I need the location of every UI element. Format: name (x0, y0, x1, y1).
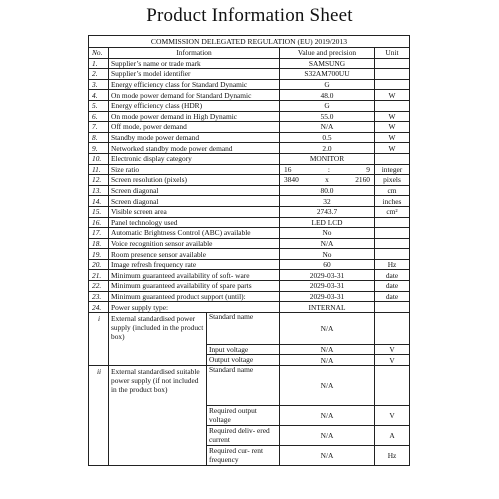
row-unit: cm² (375, 206, 410, 217)
row-value: 2029-03-31 (280, 281, 375, 292)
table-row (89, 153, 410, 164)
row-unit: pixels (375, 175, 410, 186)
power-supply-label: Required deliv- ered current (207, 426, 280, 446)
value-pair (282, 175, 372, 184)
row-unit (375, 153, 410, 164)
table-row (89, 238, 410, 249)
power-supply-unit (375, 366, 410, 406)
row-number: 19. (89, 249, 109, 260)
row-information: Electronic display category (109, 153, 280, 164)
row-value: 48.0 (280, 90, 375, 101)
row-information: Minimum guaranteed availability of spare parts (109, 281, 280, 292)
power-supply-unit: V (375, 355, 410, 366)
row-value: 55.0 (280, 111, 375, 122)
row-information: On mode power demand for Standard Dynamic (109, 90, 280, 101)
value-part: 9 (366, 164, 370, 174)
table-row (89, 228, 410, 239)
table-row (89, 58, 410, 69)
product-information-sheet (88, 0, 411, 499)
power-supply-value: N/A (280, 366, 375, 406)
row-value: 32 (280, 196, 375, 207)
row-unit (375, 249, 410, 260)
row-unit: date (375, 281, 410, 292)
row-unit: Hz (375, 259, 410, 270)
row-value: SAMSUNG (280, 58, 375, 69)
row-number: 21. (89, 270, 109, 281)
row-number: 13. (89, 185, 109, 196)
row-information: Minimum guaranteed product support (until): (109, 291, 280, 302)
row-number: 18. (89, 238, 109, 249)
row-value: 2743.7 (280, 206, 375, 217)
row-number: 9. (89, 143, 109, 154)
row-unit: date (375, 270, 410, 281)
row-value: 2.0 (280, 143, 375, 154)
row-value: G (280, 79, 375, 90)
row-number: 14. (89, 196, 109, 207)
power-supply-unit (375, 312, 410, 344)
row-information: Supplier’s name or trade mark (109, 58, 280, 69)
value-separator: x (325, 175, 329, 185)
row-value: G (280, 100, 375, 111)
sheet-title: Product Information Sheet (146, 5, 353, 26)
row-information: Supplier’s model identifier (109, 69, 280, 80)
row-information: Screen resolution (pixels) (109, 175, 280, 186)
row-unit (375, 228, 410, 239)
row-value: 2029-03-31 (280, 270, 375, 281)
row-number: 6. (89, 111, 109, 122)
power-supply-label: Input voltage (207, 344, 280, 355)
row-unit (375, 58, 410, 69)
table-row (89, 259, 410, 270)
row-information: On mode power demand in High Dynamic (109, 111, 280, 122)
power-supply-description: External standardised power supply (included in the product box) (109, 312, 207, 365)
table-row (89, 217, 410, 228)
header-information: Information (109, 48, 280, 59)
power-supply-value: N/A (280, 344, 375, 355)
row-unit (375, 79, 410, 90)
row-value: MONITOR (280, 153, 375, 164)
row-value: 60 (280, 259, 375, 270)
row-information: Voice recognition sensor available (109, 238, 280, 249)
row-information: Networked standby mode power demand (109, 143, 280, 154)
row-value: N/A (280, 122, 375, 133)
row-value: 0.5 (280, 132, 375, 143)
row-unit: W (375, 111, 410, 122)
row-information: Visible screen area (109, 206, 280, 217)
table-row (89, 206, 410, 217)
row-unit (375, 238, 410, 249)
power-supply-unit: Hz (375, 446, 410, 466)
row-information: Image refresh frequency rate (109, 259, 280, 270)
header-value: Value and precision (280, 48, 375, 59)
row-value: INTERNAL (280, 302, 375, 313)
row-value-pair (280, 175, 375, 186)
row-information: Panel technology used (109, 217, 280, 228)
row-value: No (280, 249, 375, 260)
table-row (89, 291, 410, 302)
table-row (89, 249, 410, 260)
row-unit (375, 302, 410, 313)
power-supply-number: ii (89, 366, 109, 466)
row-information: Size ratio (109, 164, 280, 175)
row-number: 16. (89, 217, 109, 228)
power-supply-label: Standard name (207, 366, 280, 406)
row-unit: W (375, 122, 410, 133)
row-number: 2. (89, 69, 109, 80)
row-number: 7. (89, 122, 109, 133)
row-value: S32AM700UU (280, 69, 375, 80)
row-unit: cm (375, 185, 410, 196)
power-supply-value: N/A (280, 426, 375, 446)
header-no: No. (89, 48, 109, 59)
table-row (89, 100, 410, 111)
row-number: 20. (89, 259, 109, 270)
table-row (89, 90, 410, 101)
power-supply-row (89, 366, 410, 406)
value-pair (282, 165, 372, 174)
row-unit: integer (375, 164, 410, 175)
power-supply-unit: V (375, 344, 410, 355)
value-separator: : (327, 164, 330, 174)
row-unit (375, 69, 410, 80)
power-supply-value: N/A (280, 312, 375, 344)
power-supply-label: Standard name (207, 312, 280, 344)
row-information: Energy efficiency class (HDR) (109, 100, 280, 111)
row-value: 2029-03-31 (280, 291, 375, 302)
row-value-pair (280, 164, 375, 175)
header-row (89, 48, 410, 59)
row-number: 3. (89, 79, 109, 90)
table-row (89, 122, 410, 133)
row-number: 11. (89, 164, 109, 175)
row-number: 5. (89, 100, 109, 111)
row-number: 17. (89, 228, 109, 239)
row-information: Screen diagonal (109, 196, 280, 207)
table-row (89, 270, 410, 281)
table-row (89, 143, 410, 154)
power-supply-value: N/A (280, 406, 375, 426)
row-value: N/A (280, 238, 375, 249)
table-row (89, 132, 410, 143)
table-row (89, 175, 410, 186)
row-information: Screen diagonal (109, 185, 280, 196)
row-number: 24. (89, 302, 109, 313)
power-supply-unit: V (375, 406, 410, 426)
row-unit: inches (375, 196, 410, 207)
value-part: 16 (284, 164, 292, 174)
row-number: 1. (89, 58, 109, 69)
row-number: 12. (89, 175, 109, 186)
row-unit: date (375, 291, 410, 302)
table-row (89, 196, 410, 207)
power-supply-unit: A (375, 426, 410, 446)
row-value: LED LCD (280, 217, 375, 228)
row-number: 22. (89, 281, 109, 292)
row-unit: W (375, 90, 410, 101)
header-unit: Unit (375, 48, 410, 59)
row-number: 8. (89, 132, 109, 143)
table-row (89, 111, 410, 122)
power-supply-value: N/A (280, 355, 375, 366)
regulation-row (89, 36, 410, 48)
row-information: Automatic Brightness Control (ABC) available (109, 228, 280, 239)
power-supply-description: External standardised suitable power supply (if not included in the product box) (109, 366, 207, 466)
value-part: 3840 (284, 175, 299, 185)
row-unit (375, 100, 410, 111)
row-information: Off mode, power demand (109, 122, 280, 133)
row-value: 80.0 (280, 185, 375, 196)
row-information: Standby mode power demand (109, 132, 280, 143)
row-unit: W (375, 143, 410, 154)
information-table (88, 35, 410, 466)
power-supply-label: Output voltage (207, 355, 280, 366)
table-row (89, 164, 410, 175)
table-row (89, 79, 410, 90)
row-unit: W (375, 132, 410, 143)
row-number: 23. (89, 291, 109, 302)
power-supply-number: i (89, 312, 109, 365)
power-supply-label: Required output voltage (207, 406, 280, 426)
table-row (89, 281, 410, 292)
row-information: Room presence sensor available (109, 249, 280, 260)
row-number: 10. (89, 153, 109, 164)
row-information: Energy efficiency class for Standard Dynamic (109, 79, 280, 90)
row-number: 15. (89, 206, 109, 217)
row-information: Power supply type: (109, 302, 280, 313)
power-supply-label: Required cur- rent frequency (207, 446, 280, 466)
regulation-title: COMMISSION DELEGATED REGULATION (EU) 2019/2013 (89, 36, 410, 48)
table-row (89, 302, 410, 313)
row-unit (375, 217, 410, 228)
row-number: 4. (89, 90, 109, 101)
table-row (89, 185, 410, 196)
row-value: No (280, 228, 375, 239)
power-supply-value: N/A (280, 446, 375, 466)
table-row (89, 69, 410, 80)
value-part: 2160 (355, 175, 370, 185)
power-supply-row (89, 312, 410, 344)
row-information: Minimum guaranteed availability of soft- ware (109, 270, 280, 281)
